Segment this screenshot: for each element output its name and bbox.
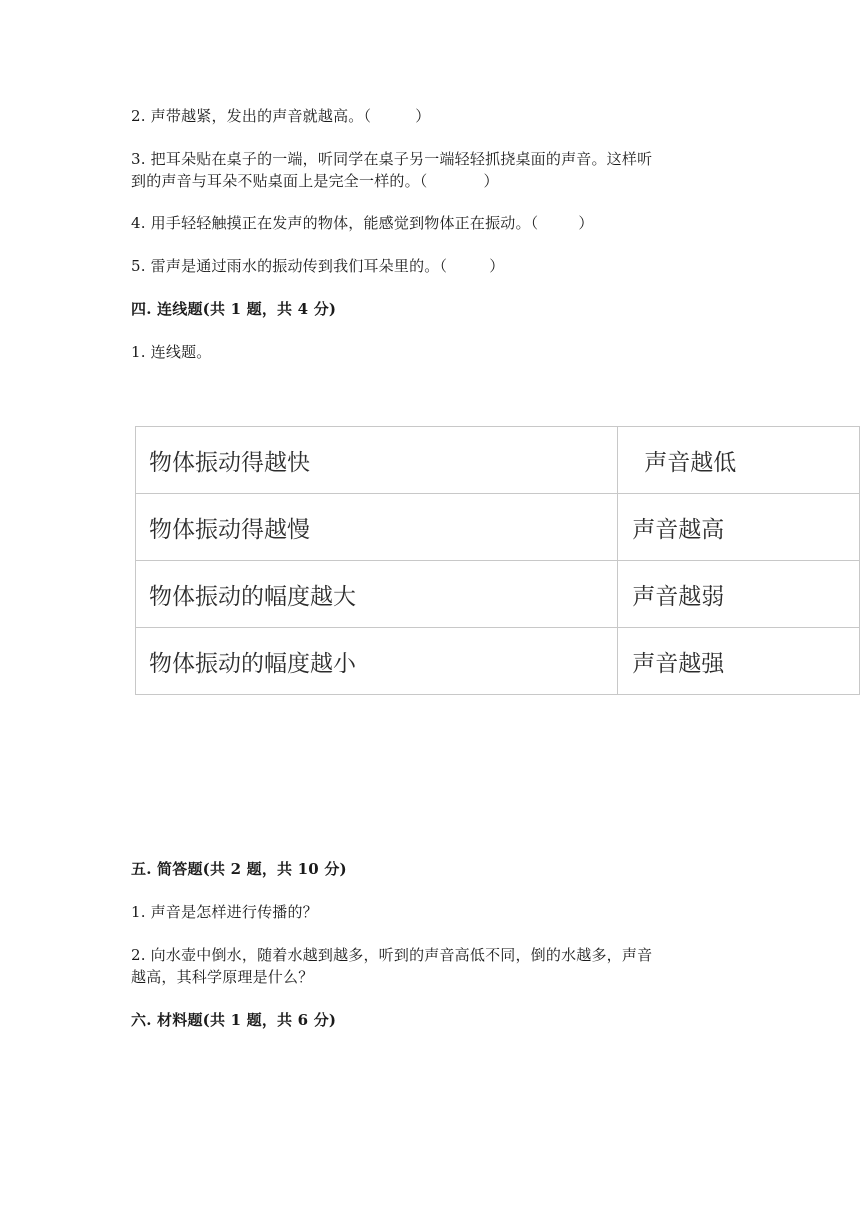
question-text: 5. 雷声是通过雨水的振动传到我们耳朵里的。（ bbox=[131, 257, 448, 275]
matching-table bbox=[135, 426, 860, 695]
question-text: 3. 把耳朵贴在桌子的一端，听同学在桌子另一端轻轻抓挠桌面的声音。这样听 bbox=[131, 150, 653, 168]
table-row bbox=[136, 561, 860, 628]
section-4-heading: 四. 连线题(共 1 题，共 4 分) bbox=[131, 300, 337, 318]
answer-bracket-close: ） bbox=[415, 107, 431, 125]
question-5-2-line1: 2. 向水壶中倒水，随着水越到越多，听到的声音高低不同，倒的水越多，声音 bbox=[131, 946, 653, 964]
section-6-heading: 六. 材料题(共 1 题，共 6 分) bbox=[131, 1011, 337, 1029]
table-row bbox=[136, 427, 860, 494]
question-text: 到的声音与耳朵不贴桌面上是完全一样的。（ bbox=[131, 172, 428, 190]
table-row bbox=[136, 494, 860, 561]
right-cell: 声音越强 bbox=[618, 628, 860, 695]
left-cell: 物体振动的幅度越小 bbox=[136, 628, 618, 695]
question-text: 2. 声带越紧，发出的声音就越高。（ bbox=[131, 107, 372, 125]
question-5-1: 1. 声音是怎样进行传播的？ bbox=[131, 903, 318, 921]
table-row bbox=[136, 628, 860, 695]
answer-bracket-close: ） bbox=[489, 257, 505, 275]
section-5-heading: 五. 简答题(共 2 题，共 10 分) bbox=[131, 860, 347, 878]
left-cell: 物体振动得越慢 bbox=[136, 494, 618, 561]
left-cell: 物体振动得越快 bbox=[136, 427, 618, 494]
answer-bracket-close: ） bbox=[483, 172, 499, 190]
right-cell: 声音越高 bbox=[618, 494, 860, 561]
right-cell: 声音越低 bbox=[618, 427, 860, 494]
question-text: 4. 用手轻轻触摸正在发声的物体，能感觉到物体正在振动。（ bbox=[131, 214, 539, 232]
right-cell: 声音越弱 bbox=[618, 561, 860, 628]
question-4-1: 1. 连线题。 bbox=[131, 343, 212, 361]
left-cell: 物体振动的幅度越大 bbox=[136, 561, 618, 628]
answer-bracket-close: ） bbox=[578, 214, 594, 232]
question-5-2-line2: 越高，其科学原理是什么？ bbox=[131, 968, 314, 986]
